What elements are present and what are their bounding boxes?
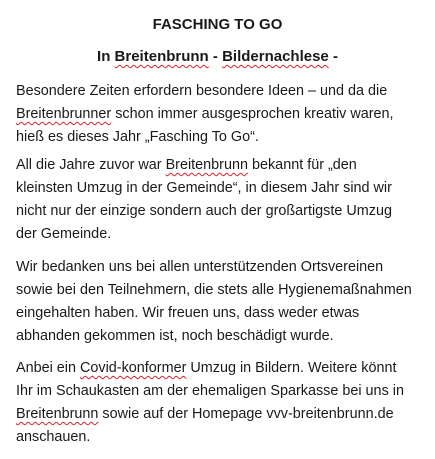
paragraph-line: Besondere Zeiten erfordern besondere Ideen – und da die [16,83,388,99]
paragraph-3 [16,256,426,348]
paragraph-line: anschauen. [16,429,91,445]
paragraph-line: kleinsten Umzug in der Gemeinde“, in diesem Jahr sind wir [16,180,392,196]
spellcheck-word: Breitenbrunner [16,106,112,122]
paragraph-line: hieß es dieses Jahr „Fasching To Go“. [16,129,259,145]
paragraph-4 [16,357,426,449]
spellcheck-word: Breitenbrunn [165,157,248,173]
line-text: schon immer ausgesprochen kreativ waren, [111,106,394,122]
paragraph-line: Ihr im Schaukasten am der ehemaligen Sparkasse bei uns in [16,383,404,399]
paragraph-line: eingehalten haben. Wir freuen uns, dass weder etwas [16,305,360,321]
paragraph-line: nicht nur der einzige sondern auch der großartigste Umzug [16,203,392,219]
subtitle-suffix: - [328,48,338,65]
line-text: sowie auf der Homepage vvv-breitenbrunn.de [98,406,394,422]
spellcheck-word: Covid-konformer [80,360,187,376]
paragraph-line [16,357,426,380]
subtitle-prefix: In [97,48,115,65]
paragraph-1 [16,80,426,149]
line-text: Anbei ein [16,360,81,376]
paragraph-line [16,103,426,126]
line-text: Umzug in Bildern. Weitere könnt [186,360,397,376]
paragraph-line: abhanden gekommen ist, noch beschädigt wurde. [16,328,334,344]
paragraph-line [16,154,426,177]
document-title: FASCHING TO GO [152,16,283,33]
spellcheck-word: Breitenbrunn [16,406,99,422]
paragraph-line: der Gemeinde. [16,226,112,242]
document-subtitle [0,47,435,67]
subtitle-place: Breitenbrunn [114,48,209,65]
paragraph-line: sowie bei den Teilnehmern, die stets alle Hygienemaßnahmen [16,282,412,298]
paragraph-line: Wir bedanken uns bei allen unterstützenden Ortsvereinen [16,259,384,275]
paragraph-2 [16,154,426,246]
line-text: bekannt für „den [247,157,357,173]
line-text: All die Jahre zuvor war [16,157,166,173]
paragraph-line [16,403,426,426]
subtitle-word: Bildernachlese [222,48,329,65]
subtitle-separator: - [208,48,223,65]
